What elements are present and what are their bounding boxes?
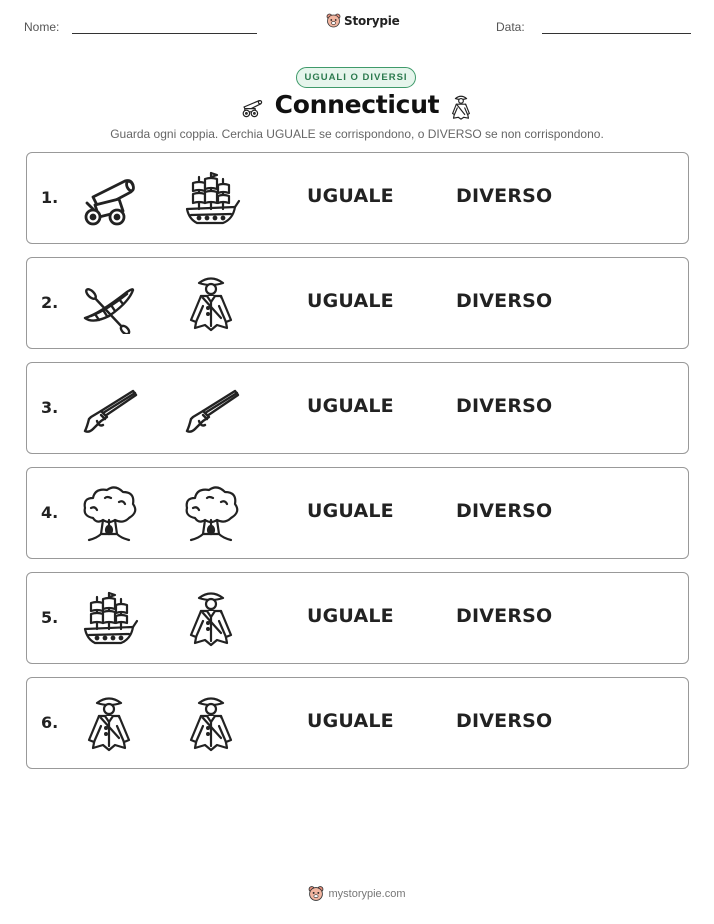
instructions-text: Guarda ogni coppia. Cerchia UGUALE se corrispondono, o DIVERSO se non corrispondono.	[110, 127, 604, 141]
soldier-icon	[79, 694, 139, 754]
ship-icon	[79, 589, 139, 649]
row-number: 3.	[41, 398, 59, 417]
bear-mascot-icon	[326, 13, 341, 29]
date-label: Data:	[496, 20, 525, 34]
storypie-logo	[326, 13, 400, 29]
soldier-icon	[181, 274, 241, 334]
name-label: Nome:	[24, 20, 60, 34]
same-option[interactable]: UGUALE	[307, 500, 394, 522]
musket-icon	[181, 379, 241, 439]
page-title: Connecticut	[274, 90, 440, 119]
same-option[interactable]: UGUALE	[307, 710, 394, 732]
oak-icon	[79, 484, 139, 544]
pair-row	[26, 677, 689, 769]
pair-row	[26, 467, 689, 559]
worksheet-type-badge: UGUALI O DIVERSI	[296, 67, 416, 88]
different-option[interactable]: DIVERSO	[456, 500, 553, 522]
footer-url: mystorypie.com	[328, 888, 406, 900]
ship-icon	[181, 169, 241, 229]
pair-row	[26, 257, 689, 349]
soldier-icon	[447, 90, 475, 129]
same-option[interactable]: UGUALE	[307, 605, 394, 627]
row-number: 5.	[41, 608, 59, 627]
musket-icon	[79, 379, 139, 439]
soldier-icon	[181, 589, 241, 649]
brand-name: Storypie	[344, 14, 400, 28]
cannon-icon	[79, 169, 139, 229]
different-option[interactable]: DIVERSO	[456, 605, 553, 627]
different-option[interactable]: DIVERSO	[456, 185, 553, 207]
different-option[interactable]: DIVERSO	[456, 290, 553, 312]
pair-row	[26, 362, 689, 454]
date-line[interactable]	[542, 33, 691, 34]
pair-row	[26, 572, 689, 664]
same-option[interactable]: UGUALE	[307, 185, 394, 207]
same-option[interactable]: UGUALE	[307, 290, 394, 312]
different-option[interactable]: DIVERSO	[456, 395, 553, 417]
oak-icon	[181, 484, 241, 544]
name-line[interactable]	[72, 33, 257, 34]
bear-mascot-icon	[308, 885, 324, 903]
canoe-icon	[79, 274, 139, 334]
row-number: 1.	[41, 188, 59, 207]
row-number: 2.	[41, 293, 59, 312]
pair-row	[26, 152, 689, 244]
different-option[interactable]: DIVERSO	[456, 710, 553, 732]
footer	[0, 885, 714, 903]
soldier-icon	[181, 694, 241, 754]
row-number: 6.	[41, 713, 59, 732]
row-number: 4.	[41, 503, 59, 522]
same-option[interactable]: UGUALE	[307, 395, 394, 417]
